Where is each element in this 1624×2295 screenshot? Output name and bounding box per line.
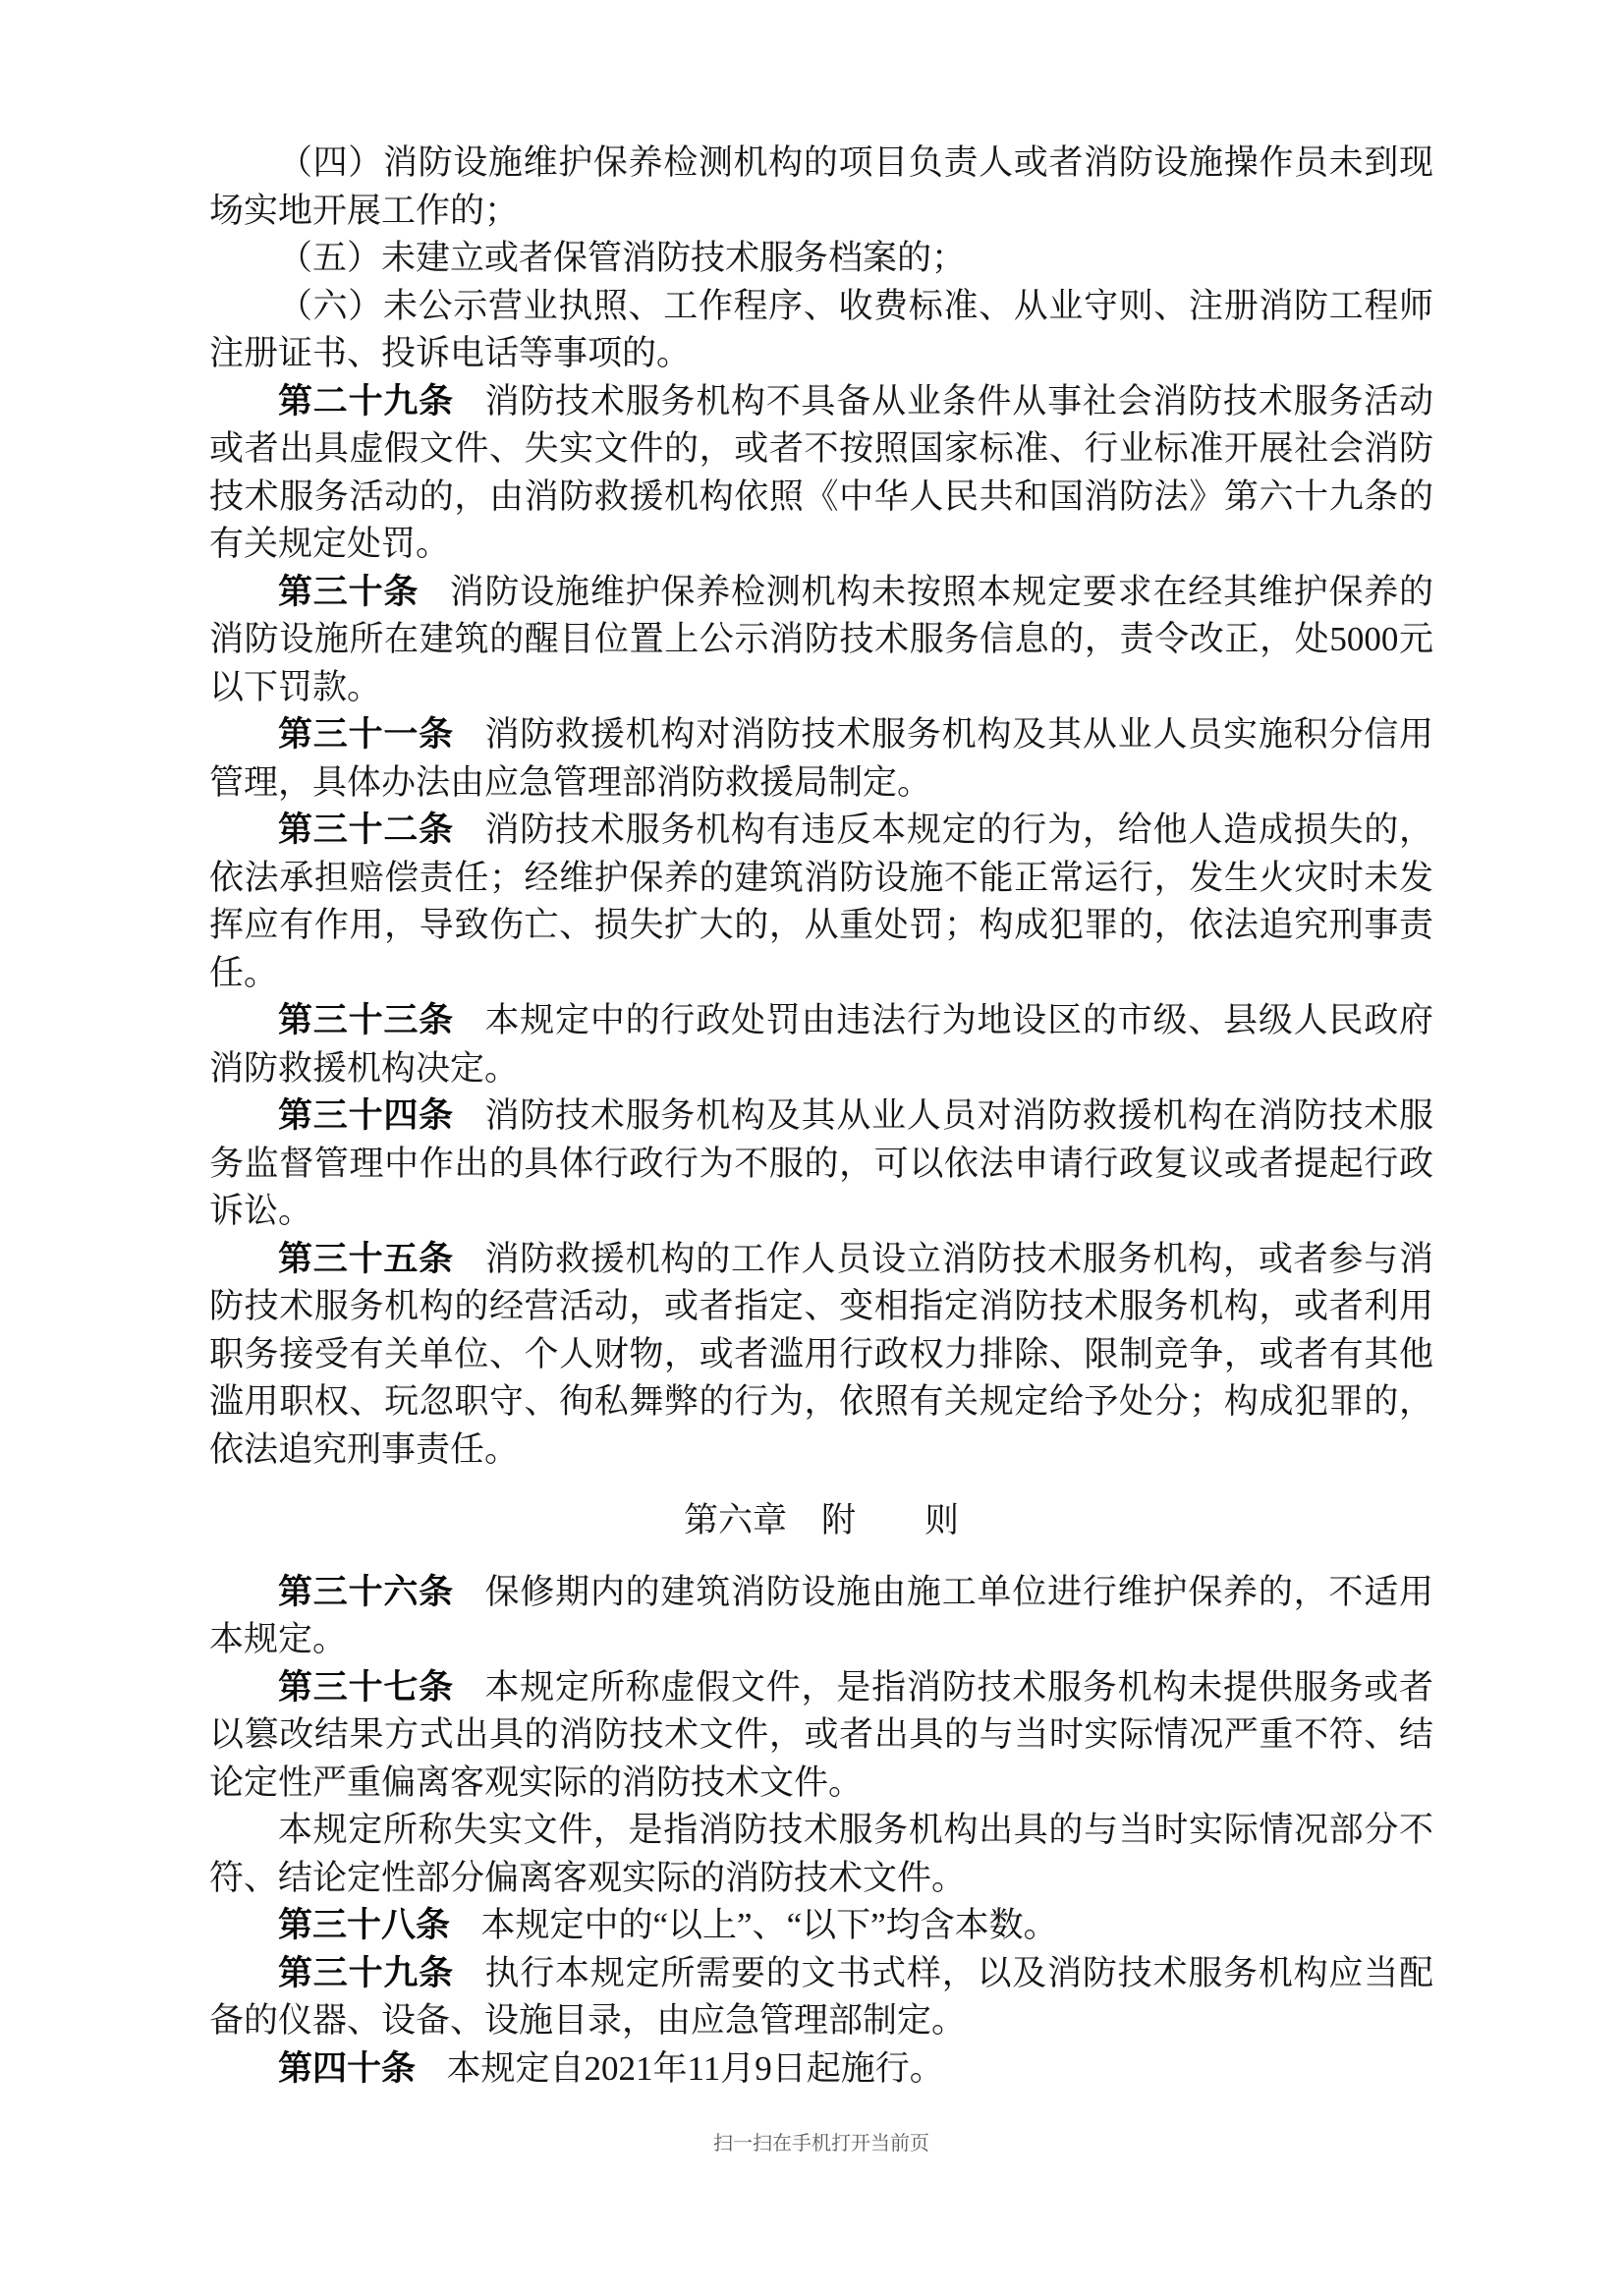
article-number: 第三十八条 — [278, 1906, 451, 1944]
article-number: 第二十九条 — [278, 381, 454, 420]
paragraph-text: 本规定自2021年11月9日起施行。 — [446, 2048, 944, 2088]
article-33-paragraph — [209, 997, 1433, 1092]
article-34-paragraph — [209, 1092, 1433, 1236]
article-31-paragraph — [209, 711, 1433, 807]
article-number: 第三十一条 — [278, 715, 454, 754]
article-40-paragraph — [209, 2045, 1433, 2094]
article-38-paragraph — [209, 1902, 1433, 1950]
paragraph-text: 执行本规定所需要的文书式样，以及消防技术服务机构应当配备的仪器、设备、设施目录，由应急管理部制定。 — [209, 1953, 1433, 2040]
chapter-heading: 第六章 附 则 — [683, 1501, 959, 1539]
footer-clipped-text: 扫一扫在手机打开当前页 — [713, 2133, 929, 2155]
clause-item-4 — [209, 140, 1433, 235]
article-35-paragraph — [209, 1236, 1433, 1475]
article-number: 第三十二条 — [278, 811, 454, 849]
paragraph-text: 保修期内的建筑消防设施由施工单位进行维护保养的，不适用本规定。 — [209, 1572, 1433, 1658]
clause-item-5 — [209, 235, 1433, 283]
paragraph-text: 本规定中的“以上”、“以下”均含本数。 — [480, 1906, 1058, 1944]
paragraph-text: 消防救援机构对消防技术服务机构及其从业人员实施积分信用管理，具体办法由应急管理部消防救援局制定。 — [209, 715, 1433, 802]
paragraph-text: 本规定中的行政处罚由违法行为地设区的市级、县级人民政府消防救援机构决定。 — [209, 1001, 1433, 1088]
article-30-paragraph — [209, 569, 1433, 712]
paragraph-text: （六）未公示营业执照、工作程序、收费标准、从业守则、注册消防工程师注册证书、投诉电话等事项的。 — [209, 286, 1433, 372]
paragraph-text: （五）未建立或者保管消防技术服务档案的； — [278, 239, 967, 277]
article-36-paragraph — [209, 1569, 1433, 1664]
article-number: 第三十四条 — [278, 1096, 454, 1135]
paragraph-text: 消防设施维护保养检测机构未按照本规定要求在经其维护保养的消防设施所在建筑的醒目位置上公示消防技术服务信息的，责令改正，处5000元以下罚款。 — [209, 572, 1433, 706]
paragraph-text: 本规定所称虚假文件，是指消防技术服务机构未提供服务或者以篡改结果方式出具的消防技术文件，或者出具的与当时实际情况严重不符、结论定性严重偏离客观实际的消防技术文件。 — [209, 1667, 1433, 1802]
article-number: 第三十五条 — [278, 1239, 454, 1278]
article-number: 第四十条 — [278, 2048, 417, 2088]
document-body — [209, 140, 1433, 2155]
article-39-paragraph — [209, 1950, 1433, 2045]
article-number: 第三十九条 — [278, 1953, 454, 1992]
article-32-paragraph — [209, 807, 1433, 997]
article-29-paragraph — [209, 378, 1433, 569]
article-37-second-paragraph — [209, 1807, 1433, 1902]
clause-item-6 — [209, 283, 1433, 378]
paragraph-text: 消防技术服务机构不具备从业条件从事社会消防技术服务活动或者出具虚假文件、失实文件的，或者不按照国家标准、行业标准开展社会消防技术服务活动的，由消防救援机构依照《中华人民共和国消防法》第六十九条的有关规定处罚。 — [209, 381, 1433, 563]
article-number: 第三十条 — [278, 572, 420, 611]
article-37-paragraph — [209, 1664, 1433, 1808]
article-number: 第三十六条 — [278, 1572, 454, 1611]
paragraph-text: 消防技术服务机构有违反本规定的行为，给他人造成损失的，依法承担赔偿责任；经维护保养的建筑消防设施不能正常运行，发生火灾时未发挥应有作用，导致伤亡、损失扩大的，从重处罚；构成犯罪的，依法追究刑事责任。 — [209, 811, 1433, 992]
paragraph-text: 本规定所称失实文件，是指消防技术服务机构出具的与当时实际情况部分不符、结论定性部分偏离客观实际的消防技术文件。 — [209, 1811, 1433, 1897]
paragraph-text: 消防技术服务机构及其从业人员对消防救援机构在消防技术服务监督管理中作出的具体行政行为不服的，可以依法申请行政复议或者提起行政诉讼。 — [209, 1096, 1433, 1230]
article-number: 第三十七条 — [278, 1667, 454, 1707]
paragraph-text: 消防救援机构的工作人员设立消防技术服务机构，或者参与消防技术服务机构的经营活动，或者指定、变相指定消防技术服务机构，或者利用职务接受有关单位、个人财物，或者滥用行政权力排除、限制竞争，或者有其他滥用职权、玩忽职守、徇私舞弊的行为，依照有关规定给予处分；构成犯罪的，依法追究刑事责任。 — [209, 1239, 1433, 1469]
article-number: 第三十三条 — [278, 1001, 454, 1039]
paragraph-text: （四）消防设施维护保养检测机构的项目负责人或者消防设施操作员未到现场实地开展工作的； — [209, 143, 1433, 230]
